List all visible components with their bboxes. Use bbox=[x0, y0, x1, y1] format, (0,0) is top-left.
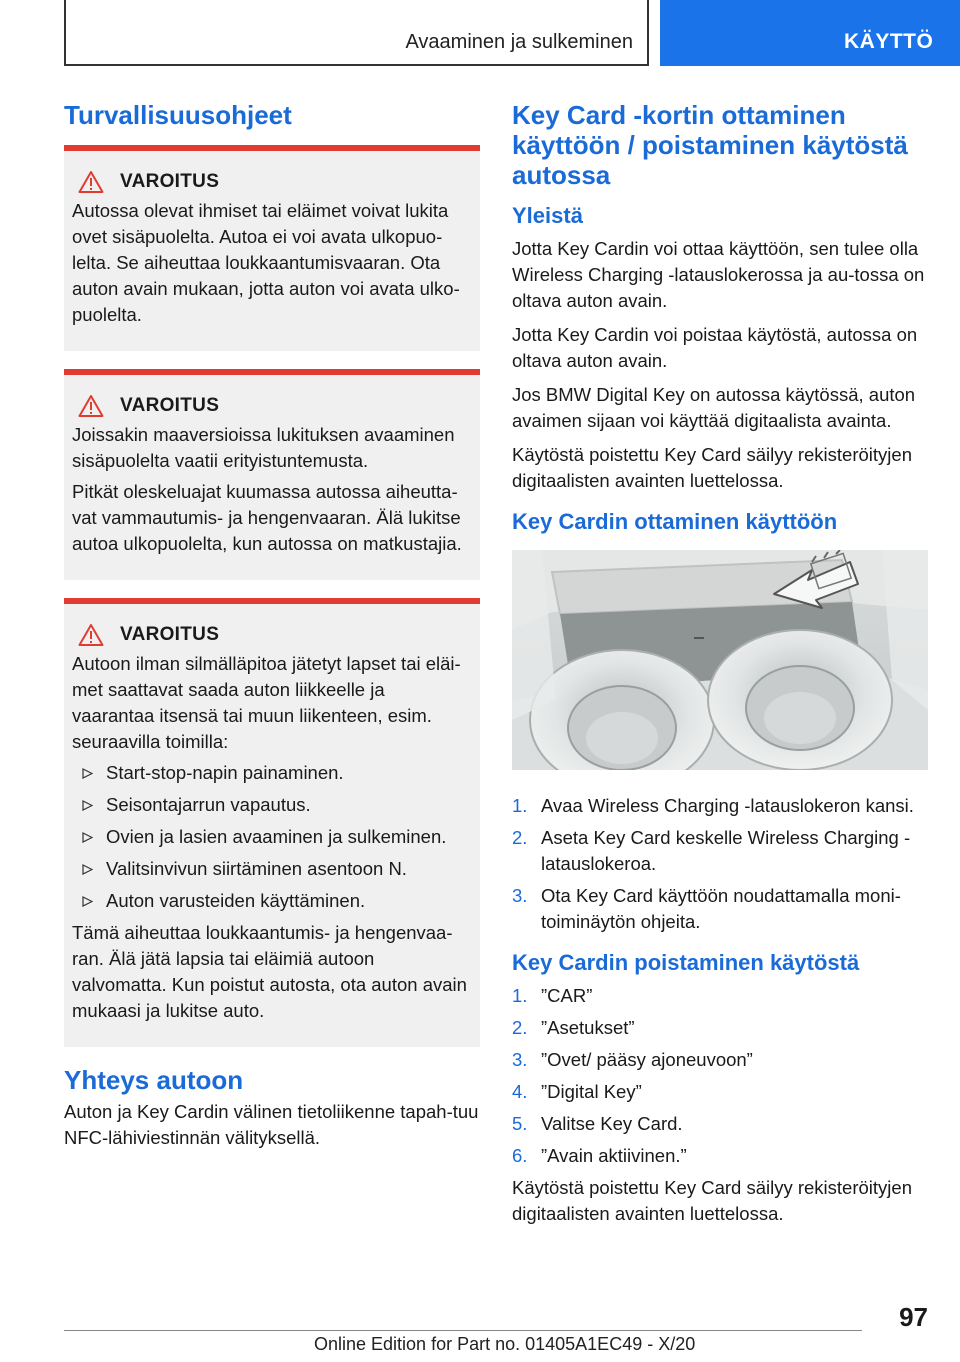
header-section-title: Avaaminen ja sulkeminen bbox=[405, 31, 633, 53]
list-item: 2. Aseta Key Card keskelle Wireless Charging -latauslokeroa. bbox=[512, 827, 911, 874]
connection-text: Auton ja Key Cardin välinen tietoliikenne tapah-tuu NFC-lähiviestinnän välityksellä. bbox=[64, 1101, 479, 1148]
safety-title: Turvallisuusohjeet bbox=[64, 100, 292, 130]
disable-title: Key Cardin poistaminen käytöstä bbox=[512, 950, 860, 975]
list-item: 3. Ota Key Card käyttöön noudattamalla moni-toiminäytön ohjeita. bbox=[512, 885, 901, 932]
warning-triangle-icon bbox=[78, 623, 104, 647]
warning-label: VAROITUS bbox=[120, 171, 220, 192]
warning-outro: Tämä aiheuttaa loukkaantumis- ja hengenvaa-ran. Älä jätä lapsia tai eläimiä autoon valvomatta. Kun poistut autosta, ota auton avain mukaasi ja lukitse auto. bbox=[72, 922, 467, 1021]
warning-box-1 bbox=[64, 145, 480, 351]
general-paragraph: Jos BMW Digital Key on autossa käytössä, auton avaimen sijaan voi käyttää digitaalista avainta. bbox=[512, 384, 916, 431]
footer-edition: Online Edition for Part no. 01405A1EC49 - X/20 bbox=[314, 1334, 696, 1354]
warning-triangle-icon bbox=[78, 394, 104, 418]
header-chapter-box bbox=[660, 0, 960, 66]
list-item: Valitsinvivun siirtäminen asentoon N. bbox=[72, 856, 472, 882]
warning-text: Autossa olevat ihmiset tai eläimet voivat lukita ovet sisäpuolelta. Autoa ei voi avata ulkopuo-lelta. Se aiheuttaa loukkaantumisvaaran. Ota auton avain mukaan, jotta auton voi avata ulko-puolelta. bbox=[72, 200, 460, 325]
general-paragraph: Jotta Key Cardin voi ottaa käyttöön, sen tulee olla Wireless Charging -latauslokerossa ja au-tossa on oltava auton avain. bbox=[512, 238, 925, 311]
warning-box-2 bbox=[64, 369, 480, 580]
triangle-bullet-icon bbox=[82, 768, 93, 779]
enable-title: Key Cardin ottaminen käyttöön bbox=[512, 509, 838, 534]
warning-header bbox=[72, 622, 472, 648]
list-item: Auton varusteiden käyttäminen. bbox=[72, 888, 472, 914]
charging-tray-illustration bbox=[512, 550, 928, 770]
disable-note: Käytöstä poistettu Key Card säilyy rekisteröityjen digitaalisten avainten luettelossa. bbox=[512, 1177, 912, 1224]
list-item: 3. ”Ovet/ pääsy ajoneuvoon” bbox=[512, 1049, 753, 1070]
list-item: Ovien ja lasien avaaminen ja sulkeminen. bbox=[72, 824, 472, 850]
list-item: 2. ”Asetukset” bbox=[512, 1017, 635, 1038]
list-item: 1. ”CAR” bbox=[512, 985, 593, 1006]
triangle-bullet-icon bbox=[82, 896, 93, 907]
left-column bbox=[64, 100, 480, 1159]
enable-steps bbox=[512, 793, 928, 935]
warning-box-3 bbox=[64, 598, 480, 1047]
triangle-bullet-icon bbox=[82, 832, 93, 843]
warning-header bbox=[72, 393, 472, 419]
header-section-box bbox=[64, 0, 649, 66]
general-title: Yleistä bbox=[512, 203, 583, 228]
warning-label: VAROITUS bbox=[120, 624, 220, 645]
right-column bbox=[512, 100, 928, 1235]
footer-divider bbox=[64, 1330, 862, 1331]
list-item: Seisontajarrun vapautus. bbox=[72, 792, 472, 818]
list-item: 6. ”Avain aktiivinen.” bbox=[512, 1145, 687, 1166]
warning-label: VAROITUS bbox=[120, 395, 220, 416]
header-chapter-title: KÄYTTÖ bbox=[844, 30, 934, 53]
warning-action-list bbox=[72, 760, 472, 914]
list-item: Start-stop-napin painaminen. bbox=[72, 760, 472, 786]
list-item: 5. Valitse Key Card. bbox=[512, 1113, 683, 1134]
list-item: 1. Avaa Wireless Charging -latauslokeron kansi. bbox=[512, 795, 914, 816]
disable-steps bbox=[512, 983, 928, 1169]
general-paragraph: Jotta Key Cardin voi poistaa käytöstä, autossa on oltava auton avain. bbox=[512, 324, 918, 371]
connection-title: Yhteys autoon bbox=[64, 1065, 244, 1095]
page-number: 97 bbox=[899, 1302, 928, 1332]
warning-text: Pitkät oleskeluajat kuumassa autossa aiheutta-vat vammautumis- ja hengenvaaran. Älä lukitse autoa ulkopuolelta, kun autossa on matkustajia. bbox=[72, 481, 462, 554]
keycard-title: Key Card -kortin ottaminen käyttöön / poistaminen käytöstä autossa bbox=[512, 100, 908, 190]
list-item: 4. ”Digital Key” bbox=[512, 1081, 642, 1102]
triangle-bullet-icon bbox=[82, 800, 93, 811]
triangle-bullet-icon bbox=[82, 864, 93, 875]
warning-text: Joissakin maaversioissa lukituksen avaaminen sisäpuolelta vaatii erityistuntemusta. bbox=[72, 424, 455, 471]
warning-intro: Autoon ilman silmälläpitoa jätetyt lapset tai eläi-met saattavat saada auton liikkeelle ja vaarantaa itsensä tai muun liikenteen, esim. seuraavilla toimilla: bbox=[72, 653, 461, 752]
general-paragraph: Käytöstä poistettu Key Card säilyy rekisteröityjen digitaalisten avainten luettelossa. bbox=[512, 444, 912, 491]
warning-triangle-icon bbox=[78, 170, 104, 194]
warning-header bbox=[72, 169, 472, 195]
